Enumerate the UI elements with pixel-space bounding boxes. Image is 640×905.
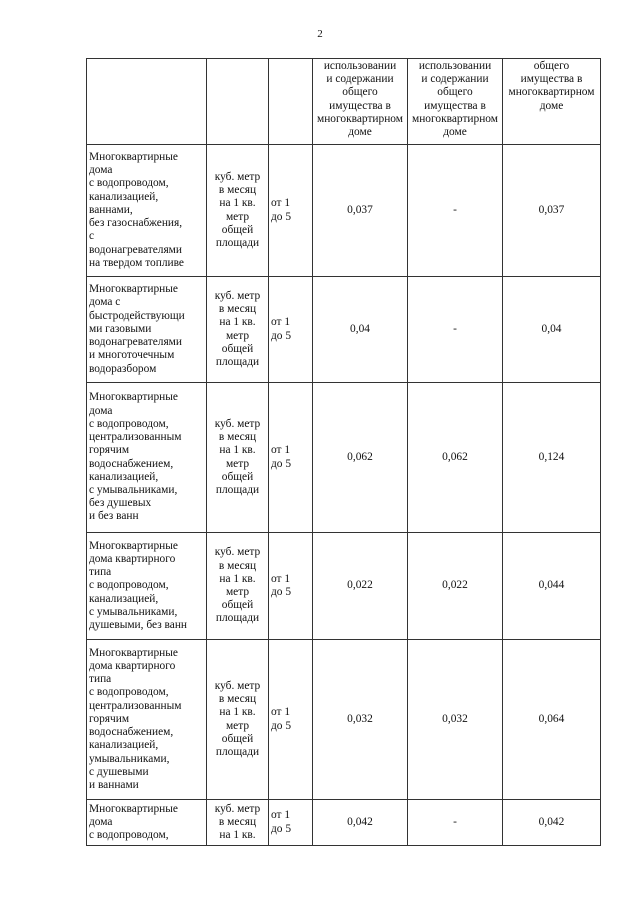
row-description: Многоквартирные дома с водопроводом, — [87, 800, 207, 846]
header-cell-floors — [269, 59, 313, 145]
row-floors: от 1 до 5 — [269, 145, 313, 277]
table-header-row — [87, 59, 601, 145]
page-number: 2 — [317, 28, 323, 40]
header-cell-col6: общего имущества в многоквартирном доме — [503, 59, 601, 145]
table-row — [87, 383, 601, 533]
row-description: Многоквартирные дома квартирного типа с водопроводом, централизованным горячим водоснабжением, канализацией, умывальниками, с душевыми и ваннами — [87, 640, 207, 800]
row-value-1: 0,042 — [313, 800, 408, 846]
row-value-3: 0,037 — [503, 145, 601, 277]
norms-table — [86, 58, 601, 846]
row-unit: куб. метр в месяц на 1 кв. метр общей площади — [207, 383, 269, 533]
row-floors: от 1 до 5 — [269, 277, 313, 383]
row-description: Многоквартирные дома квартирного типа с водопроводом, канализацией, с умывальниками, душевыми, без ванн — [87, 533, 207, 640]
row-floors: от 1 до 5 — [269, 533, 313, 640]
header-cell-description — [87, 59, 207, 145]
table-row — [87, 640, 601, 800]
header-cell-unit — [207, 59, 269, 145]
row-value-3: 0,04 — [503, 277, 601, 383]
row-floors: от 1 до 5 — [269, 383, 313, 533]
table-row — [87, 800, 601, 846]
row-unit: куб. метр в месяц на 1 кв. метр общей площади — [207, 277, 269, 383]
row-value-3: 0,124 — [503, 383, 601, 533]
row-value-1: 0,062 — [313, 383, 408, 533]
header-cell-col4: использовании и содержании общего имущества в многоквартирном доме — [313, 59, 408, 145]
row-floors: от 1 до 5 — [269, 640, 313, 800]
row-floors: от 1 до 5 — [269, 800, 313, 846]
table-row — [87, 145, 601, 277]
row-value-2: - — [408, 277, 503, 383]
row-description: Многоквартирные дома с водопроводом, канализацией, ваннами, без газоснабжения, с водонагревателями на твердом топливе — [87, 145, 207, 277]
row-value-2: - — [408, 800, 503, 846]
row-unit: куб. метр в месяц на 1 кв. метр общей площади — [207, 145, 269, 277]
row-value-3: 0,042 — [503, 800, 601, 846]
table-row — [87, 277, 601, 383]
row-unit: куб. метр в месяц на 1 кв. — [207, 800, 269, 846]
table-row — [87, 533, 601, 640]
row-value-1: 0,022 — [313, 533, 408, 640]
row-value-3: 0,064 — [503, 640, 601, 800]
row-unit: куб. метр в месяц на 1 кв. метр общей площади — [207, 533, 269, 640]
row-value-2: 0,032 — [408, 640, 503, 800]
row-description: Многоквартирные дома с водопроводом, централизованным горячим водоснабжением, канализацией, с умывальниками, без душевых и без ванн — [87, 383, 207, 533]
row-value-1: 0,037 — [313, 145, 408, 277]
row-unit: куб. метр в месяц на 1 кв. метр общей площади — [207, 640, 269, 800]
row-value-2: 0,022 — [408, 533, 503, 640]
row-value-2: 0,062 — [408, 383, 503, 533]
header-cell-col5: использовании и содержании общего имущества в многоквартирном доме — [408, 59, 503, 145]
row-description: Многоквартирные дома с быстродействующи ми газовыми водонагревателями и многоточечным водоразбором — [87, 277, 207, 383]
row-value-1: 0,032 — [313, 640, 408, 800]
row-value-3: 0,044 — [503, 533, 601, 640]
row-value-1: 0,04 — [313, 277, 408, 383]
row-value-2: - — [408, 145, 503, 277]
